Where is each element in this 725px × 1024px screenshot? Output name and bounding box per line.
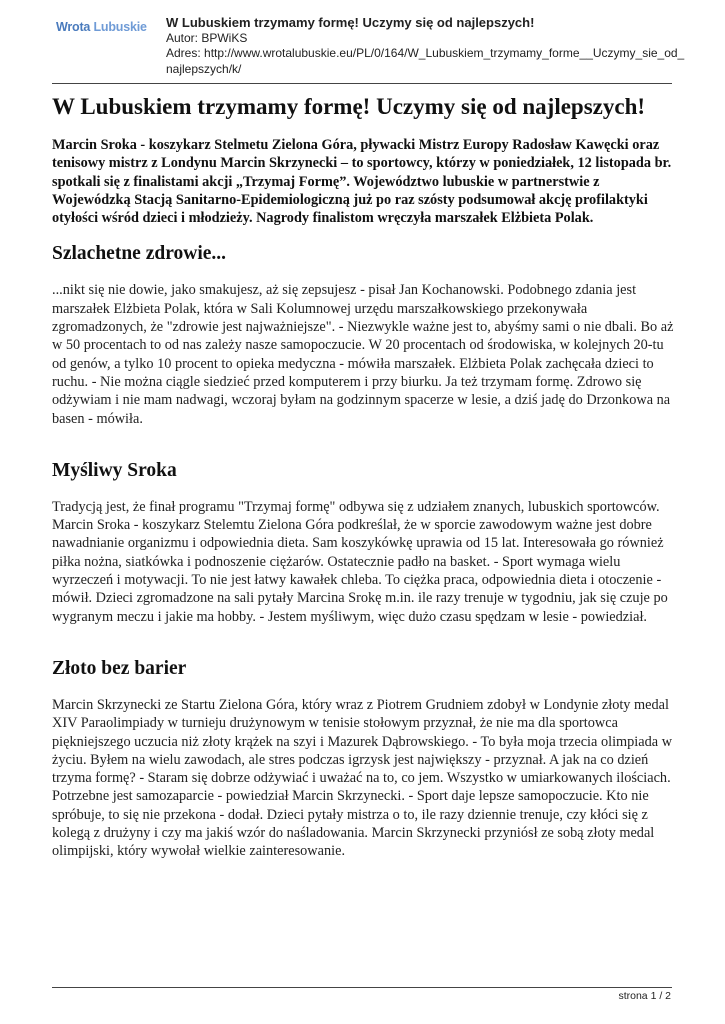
section-heading: Szlachetne zdrowie...	[52, 243, 227, 265]
meta-title: W Lubuskiem trzymamy formę! Uczymy się od najlepszych!	[166, 15, 535, 30]
section-heading: Złoto bez barier	[52, 657, 187, 679]
footer-divider	[52, 987, 672, 988]
section-text: Marcin Skrzynecki ze Startu Zielona Góra, który wraz z Piotrem Grudniem zdobył w Londynie złoty medal XIV Paraolimpiady w turnieju drużynowym w tenisie stołowym przyznał, że nie ma dla sportowca piękniejszego uczucia niż złoty krążek na szyi i Mazurek Dąbrowskiego. - To była moja trzecia olimpiada w życiu. Byłem na wielu zawodach, ale stres podczas igrzysk jest największy - przyznał. A jak na co dzień trzyma formę? - Staram się dobrze odżywiać i uważać na to, co jem. Wszystko w umiarkowanych ilościach. Potrzebne jest samozaparcie - powiedział Marcin Skrzynecki. - Sport daje lepsze samopoczucie. Kto nie spróbuje, to się nie przekona - dodał. Dzieci pytały mistrza o to, ile razy dziennie trenuje, czy kłóci się z kolegą z drużyny i czy ma jakiś wzór do naśladowania. Marcin Skrzynecki przyniósł ze sobą złoty medal olimpijski, który wywołał wielkie zainteresowanie.	[52, 696, 673, 860]
article-content	[52, 92, 674, 861]
section-zloto-bez-barier	[52, 656, 674, 861]
document-meta	[166, 15, 686, 77]
section-text: ...nikt się nie dowie, jako smakujesz, aż się zepsujesz - pisał Jan Kochanowski. Podobnego zdania jest marszałek Elżbieta Polak, która w Sali Kolumnowej urzędu marszałkowskiego przekonywała zgromadzonych, że "zdrowie jest najważniejsze". - Niezwykle ważne jest to, abyśmy sami o nie dbali. Bo aż w 50 procentach to od nas zależy nasze samopoczucie. W 20 procentach od środowiska, w kolejnych 20-tu od genów, a tylko 10 procent to opieka medyczna - mówiła marszałek. Elżbieta Polak zachęcała dzieci to ruchu. - Nie można ciągle siedzieć przed komputerem i przy biurku. Ja też trzymam formę. Zdrowo się odżywiam i nie mam nadwagi, wczoraj byłam na godzinnym spacerze w lesie, a dziś jadę do Drzonkowa na basen - mówiła.	[52, 282, 674, 427]
document-header	[0, 0, 725, 86]
header-divider	[52, 83, 672, 84]
page-number: strona 1 / 2	[618, 990, 671, 1002]
article-lead: Marcin Sroka - koszykarz Stelmetu Zielona Góra, pływacki Mistrz Europy Radosław Kawęcki oraz tenisowy mistrz z Londynu Marcin Skrzynecki – to sportowcy, którzy w poniedziałek, 12 listopada br. spotkali się z finalistami akcji „Trzymaj Formę”. Województwo lubuskie w partnerstwie z Wojewódzką Stacją Sanitarno-Epidemiologiczną już po raz szósty podsumował akcję profilaktyki otyłości wśród dzieci i młodzieży. Nagrody finalistom wręczyła marszałek Elżbieta Polak.	[52, 137, 672, 227]
section-text: Tradycją jest, że finał programu "Trzymaj formę" odbywa się z udziałem znanych, lubuskich sportowców. Marcin Sroka - koszykarz Stelemtu Zielona Góra podkreślał, że w sporcie zawodowym ważne jest dobre nawadnianie organizmu i odpowiednia dieta. Sam koszykówkę uprawia od 15 lat. Interesowała go również piłka nożna, siatkówka i podnoszenie ciężarów. Ostatecznie padło na basket. - Sport wymaga wielu wyrzeczeń i motywacji. To nie jest łatwy kawałek chleba. To ciężka praca, odpowiednia dieta i otoczenie - mówił. Dzieci zgromadzone na sali pytały Marcina Srokę m.in. ile razy trenuje w tygodniu, jak się czuje po wygranym meczu i jakie ma hobby. - Jestem myśliwym, więc dużo czasu spędzam w lesie - powiedział.	[52, 498, 668, 625]
site-logo	[56, 20, 146, 40]
section-heading: Myśliwy Sroka	[52, 459, 177, 481]
section-mysliwy-sroka	[52, 458, 674, 626]
logo-text-accent: Lubuskie	[93, 20, 147, 34]
meta-author: Autor: BPWiKS	[166, 30, 248, 45]
section-szlachetne-zdrowie	[52, 241, 674, 427]
logo-text-main: Wrota	[56, 20, 91, 34]
article-title: W Lubuskiem trzymamy formę! Uczymy się od najlepszych!	[52, 94, 646, 119]
meta-address: Adres: http://www.wrotalubuskie.eu/PL/0/164/W_Lubuskiem_trzymamy_forme__Uczymy_sie_od_najlepszych/k/	[166, 46, 685, 76]
